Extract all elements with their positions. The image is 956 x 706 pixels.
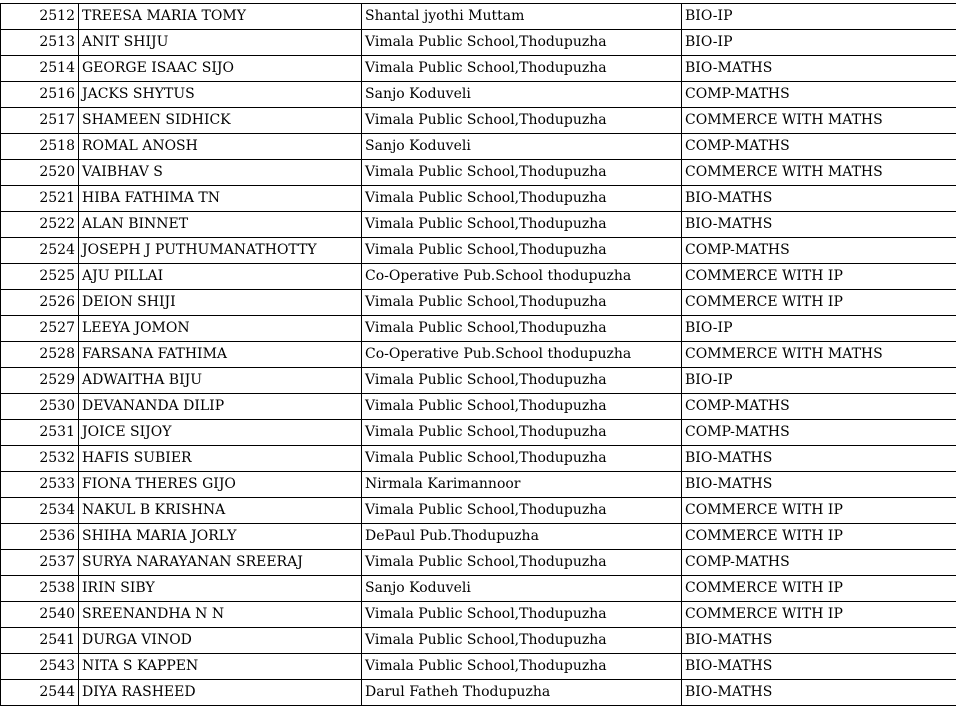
register-number-cell: 2513 xyxy=(1,30,79,56)
school-name-cell: Darul Fatheh Thodupuzha xyxy=(362,680,682,706)
student-name-cell: FIONA THERES GIJO xyxy=(79,472,362,498)
stream-cell: COMMERCE WITH IP xyxy=(682,576,956,602)
table-row xyxy=(1,160,956,186)
register-number-cell: 2541 xyxy=(1,628,79,654)
table-row xyxy=(1,472,956,498)
register-number-cell: 2514 xyxy=(1,56,79,82)
register-number-cell: 2544 xyxy=(1,680,79,706)
stream-cell: COMMERCE WITH IP xyxy=(682,264,956,290)
student-name-cell: AJU PILLAI xyxy=(79,264,362,290)
student-name-cell: DIYA RASHEED xyxy=(79,680,362,706)
table-row xyxy=(1,394,956,420)
register-number-cell: 2531 xyxy=(1,420,79,446)
school-name-cell: Sanjo Koduveli xyxy=(362,134,682,160)
table-row xyxy=(1,238,956,264)
table-row xyxy=(1,498,956,524)
student-name-cell: ADWAITHA BIJU xyxy=(79,368,362,394)
student-name-cell: DEION SHIJI xyxy=(79,290,362,316)
stream-cell: COMP-MATHS xyxy=(682,394,956,420)
student-name-cell: ALAN BINNET xyxy=(79,212,362,238)
student-name-cell: DURGA VINOD xyxy=(79,628,362,654)
register-number-cell: 2517 xyxy=(1,108,79,134)
school-name-cell: Vimala Public School,Thodupuzha xyxy=(362,290,682,316)
student-name-cell: NAKUL B KRISHNA xyxy=(79,498,362,524)
student-name-cell: TREESA MARIA TOMY xyxy=(79,4,362,30)
table-row xyxy=(1,4,956,30)
table-row xyxy=(1,212,956,238)
table-row xyxy=(1,134,956,160)
table-row xyxy=(1,368,956,394)
stream-cell: BIO-MATHS xyxy=(682,628,956,654)
stream-cell: COMMERCE WITH IP xyxy=(682,602,956,628)
stream-cell: COMMERCE WITH MATHS xyxy=(682,160,956,186)
student-name-cell: SHIHA MARIA JORLY xyxy=(79,524,362,550)
student-name-cell: FARSANA FATHIMA xyxy=(79,342,362,368)
school-name-cell: Vimala Public School,Thodupuzha xyxy=(362,628,682,654)
stream-cell: BIO-MATHS xyxy=(682,472,956,498)
school-name-cell: Co-Operative Pub.School thodupuzha xyxy=(362,342,682,368)
table-row xyxy=(1,264,956,290)
school-name-cell: Vimala Public School,Thodupuzha xyxy=(362,420,682,446)
school-name-cell: Vimala Public School,Thodupuzha xyxy=(362,654,682,680)
school-name-cell: Sanjo Koduveli xyxy=(362,576,682,602)
table-body xyxy=(1,4,956,706)
stream-cell: BIO-IP xyxy=(682,30,956,56)
register-number-cell: 2536 xyxy=(1,524,79,550)
stream-cell: COMMERCE WITH IP xyxy=(682,290,956,316)
school-name-cell: Vimala Public School,Thodupuzha xyxy=(362,186,682,212)
student-name-cell: IRIN SIBY xyxy=(79,576,362,602)
stream-cell: COMP-MATHS xyxy=(682,82,956,108)
stream-cell: COMP-MATHS xyxy=(682,238,956,264)
student-name-cell: SURYA NARAYANAN SREERAJ xyxy=(79,550,362,576)
school-name-cell: Vimala Public School,Thodupuzha xyxy=(362,108,682,134)
student-name-cell: VAIBHAV S xyxy=(79,160,362,186)
register-number-cell: 2537 xyxy=(1,550,79,576)
stream-cell: BIO-IP xyxy=(682,4,956,30)
register-number-cell: 2522 xyxy=(1,212,79,238)
register-number-cell: 2526 xyxy=(1,290,79,316)
table-row xyxy=(1,576,956,602)
register-number-cell: 2520 xyxy=(1,160,79,186)
stream-cell: COMMERCE WITH MATHS xyxy=(682,342,956,368)
student-name-cell: JOSEPH J PUTHUMANATHOTTY xyxy=(79,238,362,264)
school-name-cell: DePaul Pub.Thodupuzha xyxy=(362,524,682,550)
student-name-cell: HAFIS SUBIER xyxy=(79,446,362,472)
register-number-cell: 2533 xyxy=(1,472,79,498)
stream-cell: BIO-IP xyxy=(682,368,956,394)
student-name-cell: JACKS SHYTUS xyxy=(79,82,362,108)
school-name-cell: Vimala Public School,Thodupuzha xyxy=(362,498,682,524)
student-name-cell: LEEYA JOMON xyxy=(79,316,362,342)
table-row xyxy=(1,186,956,212)
register-number-cell: 2524 xyxy=(1,238,79,264)
register-number-cell: 2516 xyxy=(1,82,79,108)
school-name-cell: Vimala Public School,Thodupuzha xyxy=(362,30,682,56)
stream-cell: BIO-MATHS xyxy=(682,446,956,472)
register-number-cell: 2529 xyxy=(1,368,79,394)
stream-cell: BIO-MATHS xyxy=(682,212,956,238)
student-name-cell: SHAMEEN SIDHICK xyxy=(79,108,362,134)
student-name-cell: ANIT SHIJU xyxy=(79,30,362,56)
register-number-cell: 2521 xyxy=(1,186,79,212)
school-name-cell: Vimala Public School,Thodupuzha xyxy=(362,394,682,420)
student-name-cell: ROMAL ANOSH xyxy=(79,134,362,160)
register-number-cell: 2534 xyxy=(1,498,79,524)
register-number-cell: 2527 xyxy=(1,316,79,342)
school-name-cell: Vimala Public School,Thodupuzha xyxy=(362,212,682,238)
table-row xyxy=(1,628,956,654)
school-name-cell: Shantal jyothi Muttam xyxy=(362,4,682,30)
stream-cell: COMP-MATHS xyxy=(682,420,956,446)
student-name-cell: GEORGE ISAAC SIJO xyxy=(79,56,362,82)
table-row xyxy=(1,654,956,680)
student-name-cell: HIBA FATHIMA TN xyxy=(79,186,362,212)
stream-cell: BIO-MATHS xyxy=(682,56,956,82)
student-name-cell: DEVANANDA DILIP xyxy=(79,394,362,420)
stream-cell: BIO-MATHS xyxy=(682,186,956,212)
school-name-cell: Vimala Public School,Thodupuzha xyxy=(362,316,682,342)
stream-cell: COMP-MATHS xyxy=(682,134,956,160)
school-name-cell: Vimala Public School,Thodupuzha xyxy=(362,368,682,394)
table-row xyxy=(1,316,956,342)
register-number-cell: 2538 xyxy=(1,576,79,602)
register-number-cell: 2528 xyxy=(1,342,79,368)
register-number-cell: 2540 xyxy=(1,602,79,628)
school-name-cell: Vimala Public School,Thodupuzha xyxy=(362,602,682,628)
school-name-cell: Vimala Public School,Thodupuzha xyxy=(362,56,682,82)
table-row xyxy=(1,342,956,368)
table-row xyxy=(1,550,956,576)
school-name-cell: Nirmala Karimannoor xyxy=(362,472,682,498)
table-row xyxy=(1,82,956,108)
stream-cell: BIO-IP xyxy=(682,316,956,342)
stream-cell: COMMERCE WITH IP xyxy=(682,498,956,524)
table-row xyxy=(1,680,956,706)
stream-cell: BIO-MATHS xyxy=(682,654,956,680)
register-number-cell: 2525 xyxy=(1,264,79,290)
stream-cell: BIO-MATHS xyxy=(682,680,956,706)
table-row xyxy=(1,602,956,628)
register-number-cell: 2532 xyxy=(1,446,79,472)
stream-cell: COMMERCE WITH MATHS xyxy=(682,108,956,134)
student-name-cell: SREENANDHA N N xyxy=(79,602,362,628)
student-name-cell: JOICE SIJOY xyxy=(79,420,362,446)
student-list-table xyxy=(0,3,956,706)
school-name-cell: Vimala Public School,Thodupuzha xyxy=(362,238,682,264)
register-number-cell: 2518 xyxy=(1,134,79,160)
table-row xyxy=(1,420,956,446)
table-row xyxy=(1,56,956,82)
table-row xyxy=(1,290,956,316)
stream-cell: COMP-MATHS xyxy=(682,550,956,576)
school-name-cell: Vimala Public School,Thodupuzha xyxy=(362,550,682,576)
register-number-cell: 2512 xyxy=(1,4,79,30)
table-row xyxy=(1,446,956,472)
school-name-cell: Sanjo Koduveli xyxy=(362,82,682,108)
student-name-cell: NITA S KAPPEN xyxy=(79,654,362,680)
table-row xyxy=(1,108,956,134)
register-number-cell: 2543 xyxy=(1,654,79,680)
school-name-cell: Co-Operative Pub.School thodupuzha xyxy=(362,264,682,290)
school-name-cell: Vimala Public School,Thodupuzha xyxy=(362,160,682,186)
table-row xyxy=(1,30,956,56)
school-name-cell: Vimala Public School,Thodupuzha xyxy=(362,446,682,472)
stream-cell: COMMERCE WITH IP xyxy=(682,524,956,550)
register-number-cell: 2530 xyxy=(1,394,79,420)
table-row xyxy=(1,524,956,550)
